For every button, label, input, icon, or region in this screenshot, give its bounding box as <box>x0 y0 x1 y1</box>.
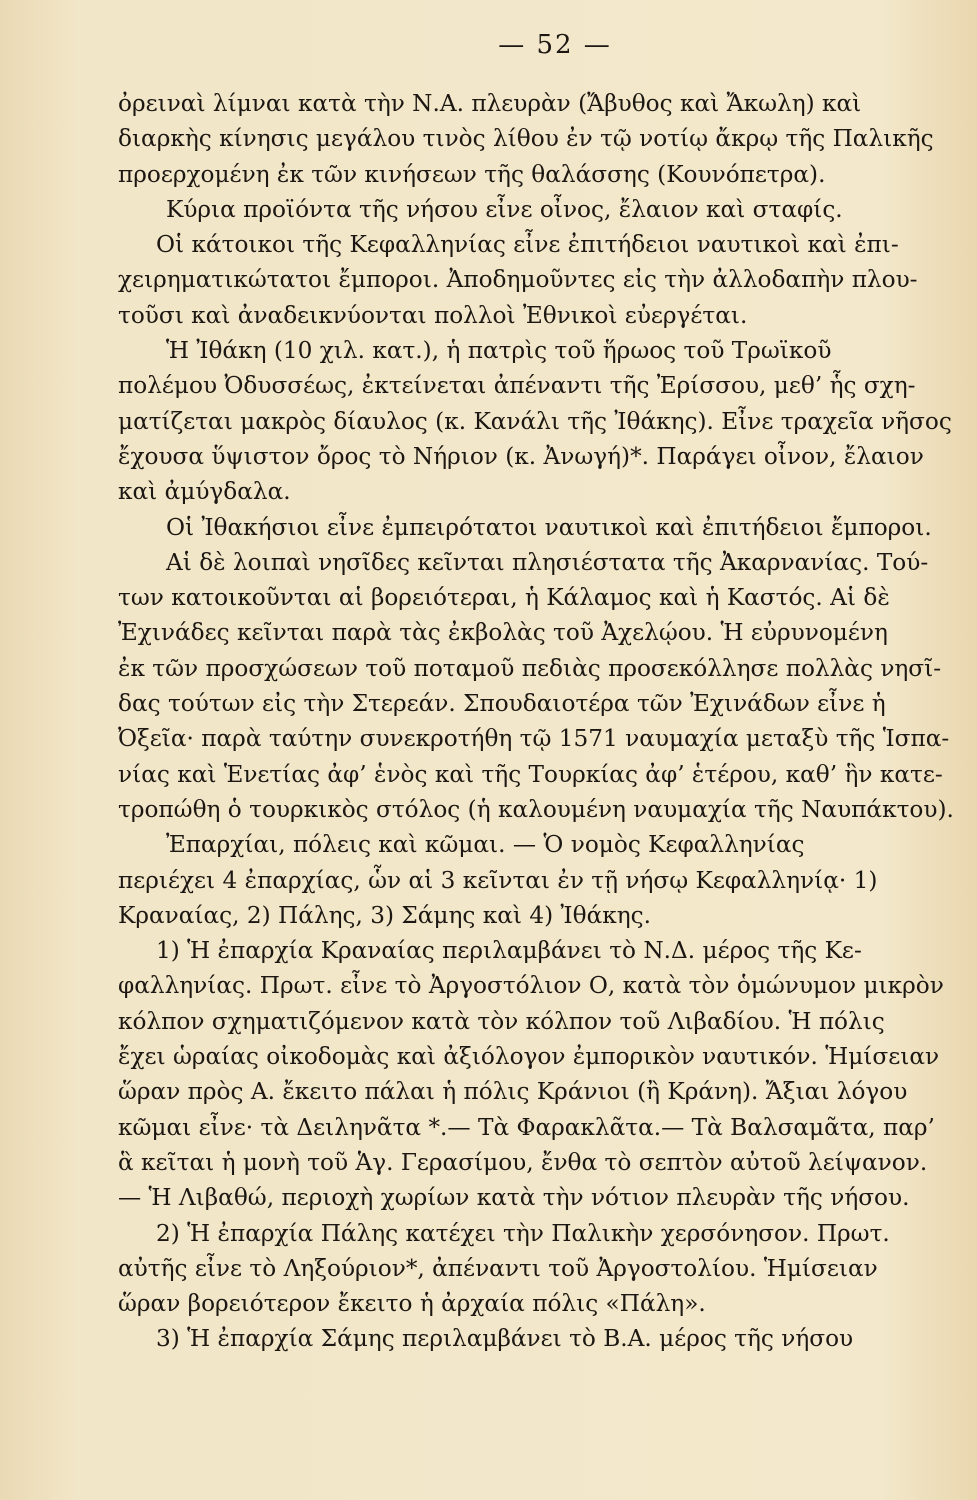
text-line: πολέμου Ὀδυσσέως, ἐκτείνεται ἀπέναντι τῆς Ἐρίσσου, μεθ’ ἧς σχη- <box>118 372 916 400</box>
text-line: Αἱ δὲ λοιπαὶ νησῖδες κεῖνται πλησιέστατα τῆς Ἀκαρνανίας. Τού- <box>166 548 929 576</box>
text-line: Κύρια προϊόντα τῆς νήσου εἶνε οἶνος, ἔλαιον καὶ σταφίς. <box>166 195 843 223</box>
page-number: — 52 — <box>498 30 612 60</box>
text-line: Οἱ κάτοικοι τῆς Κεφαλληνίας εἶνε ἐπιτήδειοι ναυτικοὶ καὶ ἐπι- <box>156 231 899 259</box>
text-line: ὥραν βορειότερον ἔκειτο ἡ ἀρχαία πόλις «Πάλη». <box>118 1290 706 1318</box>
text-line: διαρκὴς κίνησις μεγάλου τινὸς λίθου ἐν τῷ νοτίῳ ἄκρῳ τῆς Παλικῆς <box>118 125 934 153</box>
text-line: Οἱ Ἰθακήσιοι εἶνε ἐμπειρότατοι ναυτικοὶ καὶ ἐπιτήδειοι ἔμποροι. <box>166 513 932 541</box>
text-line: 2) Ἡ ἐπαρχία Πάλης κατέχει τὴν Παλικὴν χερσόνησον. Πρωτ. <box>156 1219 890 1247</box>
text-line: Ὀξεῖα· παρὰ ταύτην συνεκροτήθη τῷ 1571 ναυμαχία μεταξὺ τῆς Ἱσπα- <box>118 725 950 753</box>
text-line: Ἡ Ἰθάκη (10 χιλ. κατ.), ἡ πατρὶς τοῦ ἥρωος τοῦ Τρωϊκοῦ <box>166 337 832 365</box>
text-line: ματίζεται μακρὸς δίαυλος (κ. Κανάλι τῆς Ἰθάκης). Εἶνε τραχεῖα νῆσος <box>118 407 952 435</box>
text-line: δας τούτων εἰς τὴν Στερεάν. Σπουδαιοτέρα τῶν Ἐχινάδων εἶνε ἡ <box>118 690 886 718</box>
text-line: Κραναίας, 2) Πάλης, 3) Σάμης καὶ 4) Ἰθάκης. <box>118 901 651 929</box>
text-line: κόλπον σχηματιζόμενον κατὰ τὸν κόλπον τοῦ Λιβαδίου. Ἡ πόλις <box>118 1007 885 1035</box>
text-line: χειρηματικώτατοι ἔμποροι. Ἀποδημοῦντες εἰς τὴν ἀλλοδαπὴν πλου- <box>118 266 918 294</box>
text-line: ὥραν πρὸς Α. ἔκειτο πάλαι ἡ πόλις Κράνιοι (ἢ Κράνη). Ἄξιαι λόγου <box>118 1078 908 1106</box>
body-text <box>118 86 960 1357</box>
text-line: ἔχουσα ὕψιστον ὄρος τὸ Νήριον (κ. Ἀνωγή)*. Παράγει οἶνον, ἔλαιον <box>118 442 924 470</box>
text-line: Ἐπαρχίαι, πόλεις καὶ κῶμαι. — Ὁ νομὸς Κεφαλληνίας <box>166 831 805 859</box>
text-line: τοῦσι καὶ ἀναδεικνύονται πολλοὶ Ἐθνικοὶ εὐεργέται. <box>118 301 748 329</box>
text-line: φαλληνίας. Πρωτ. εἶνε τὸ Ἀργοστόλιον Ο, κατὰ τὸν ὁμώνυμον μικρὸν <box>118 972 944 1000</box>
text-line: ἐκ τῶν προσχώσεων τοῦ ποταμοῦ πεδιὰς προσεκόλλησε πολλὰς νησῖ- <box>118 654 942 682</box>
text-line: νίας καὶ Ἑνετίας ἀφ’ ἑνὸς καὶ τῆς Τουρκίας ἀφ’ ἑτέρου, καθ’ ἣν κατε- <box>118 760 943 788</box>
text-line: κῶμαι εἶνε· τὰ Δειληνᾶτα *.— Τὰ Φαρακλᾶτα.— Τὰ Βαλσαμᾶτα, παρ’ <box>118 1113 935 1141</box>
text-line: τροπώθη ὁ τουρκικὸς στόλος (ἡ καλουμένη ναυμαχία τῆς Ναυπάκτου). <box>118 795 954 823</box>
text-line: Ἐχινάδες κεῖνται παρὰ τὰς ἐκβολὰς τοῦ Ἀχελῴου. Ἡ εὐρυνομένη <box>118 619 888 647</box>
text-line: 1) Ἡ ἐπαρχία Κραναίας περιλαμβάνει τὸ Ν.Δ. μέρος τῆς Κε- <box>156 937 862 965</box>
text-line: — Ἡ Λιβαθώ, περιοχὴ χωρίων κατὰ τὴν νότιον πλευρὰν τῆς νήσου. <box>118 1184 910 1212</box>
text-line: 3) Ἡ ἐπαρχία Σάμης περιλαμβάνει τὸ Β.Α. μέρος τῆς νήσου <box>156 1325 854 1353</box>
text-line: ὀρειναὶ λίμναι κατὰ τὴν Ν.Α. πλευρὰν (Ἄβυθος καὶ Ἄκωλη) καὶ <box>118 90 862 117</box>
text-line: των κατοικοῦνται αἱ βορειότεραι, ἡ Κάλαμος καὶ ἡ Καστός. Αἱ δὲ <box>118 584 890 612</box>
text-line: ἔχει ὡραίας οἰκοδομὰς καὶ ἀξιόλογον ἐμπορικὸν ναυτικόν. Ἡμίσειαν <box>118 1043 940 1071</box>
text-line: καὶ ἀμύγδαλα. <box>118 478 291 506</box>
text-line: προερχομένη ἐκ τῶν κινήσεων τῆς θαλάσσης (Κουνόπετρα). <box>118 160 826 188</box>
text-line: ἃ κεῖται ἡ μονὴ τοῦ Ἁγ. Γερασίμου, ἔνθα τὸ σεπτὸν αὐτοῦ λείψανον. <box>118 1148 928 1176</box>
text-line: περιέχει 4 ἐπαρχίας, ὧν αἱ 3 κεῖνται ἐν τῇ νήσῳ Κεφαλληνίᾳ· 1) <box>118 866 878 894</box>
text-line: αὐτῆς εἶνε τὸ Ληξούριον*, ἀπέναντι τοῦ Ἀργοστολίου. Ἡμίσειαν <box>118 1254 878 1282</box>
